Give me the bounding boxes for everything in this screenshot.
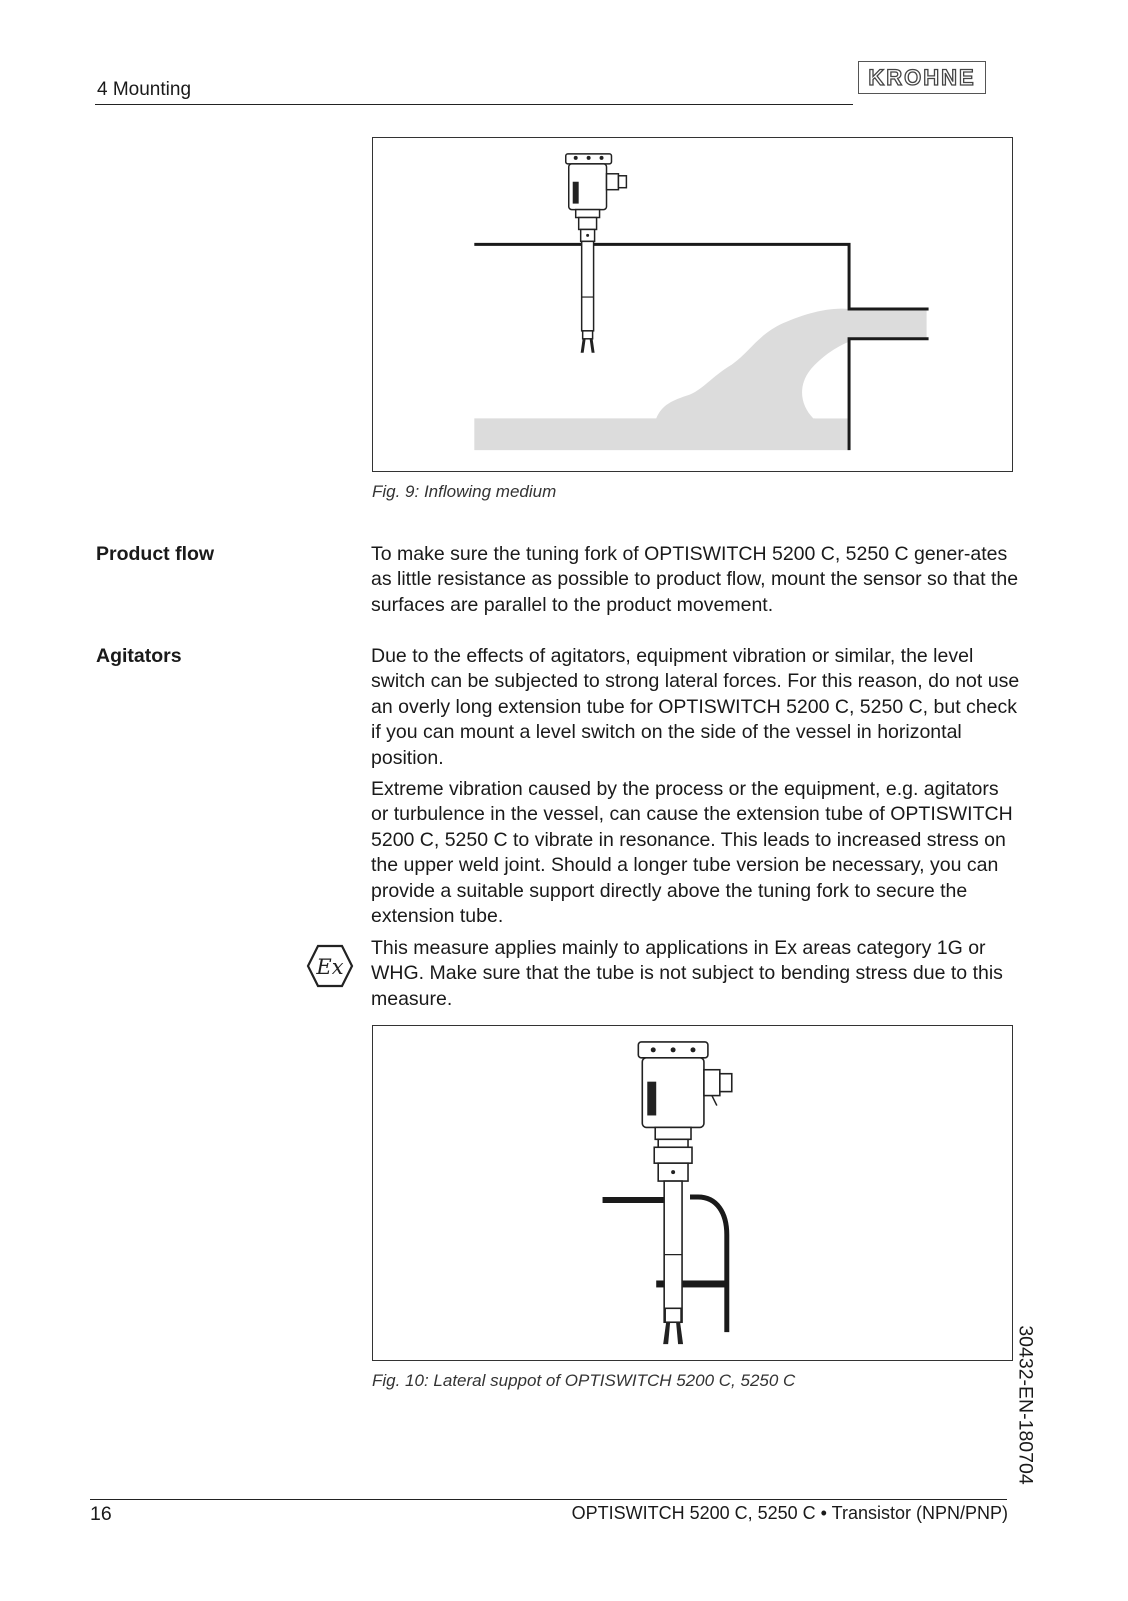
page-number: 16 bbox=[90, 1503, 112, 1525]
product-flow-heading: Product flow bbox=[96, 543, 215, 565]
figure-10-caption: Fig. 10: Lateral suppot of OPTISWITCH 5200 C, 5250 C bbox=[372, 1371, 796, 1390]
footer-rule bbox=[90, 1499, 1007, 1500]
footer-document-title: OPTISWITCH 5200 C, 5250 C • Transistor (NPN/PNP) bbox=[571, 1503, 1008, 1523]
agitators-paragraph-2: Extreme vibration caused by the process or the equipment, e.g. agitators or turbulence in the vessel, can cause the extension tube of OPTISWITCH 5200 C, 5250 C to vibrate in resonance. This leads to increased stress on the upper weld joint. Should a longer tube version be necessary, you can provide a suitable support directly above the tuning fork to secure the extension tube. bbox=[371, 778, 1013, 928]
figure-9-caption: Fig. 9: Inflowing medium bbox=[372, 482, 557, 501]
logo-text: KROHNE bbox=[868, 64, 976, 90]
inflowing-medium-illustration bbox=[373, 138, 1012, 471]
krohne-logo bbox=[858, 61, 986, 94]
document-number bbox=[1010, 1320, 1040, 1490]
svg-text:Ex: Ex bbox=[316, 955, 344, 979]
agitators-paragraph-3: This measure applies mainly to applications in Ex areas category 1G or WHG. Make sure that the tube is not subject to bending stress due to this measure. bbox=[371, 937, 1003, 1010]
lateral-support-illustration bbox=[373, 1026, 1012, 1360]
figure-inflowing-medium bbox=[372, 137, 1013, 472]
section-title: 4 Mounting bbox=[97, 79, 192, 100]
ex-protection-icon bbox=[306, 944, 354, 988]
agitators-heading: Agitators bbox=[96, 645, 182, 667]
figure-lateral-support bbox=[372, 1025, 1013, 1361]
product-flow-text: To make sure the tuning fork of OPTISWITCH 5200 C, 5250 C gener-ates as little resistance as possible to product flow, mount the sensor so that the surfaces are parallel to the product movement. bbox=[371, 543, 1019, 616]
document-number-text: 30432-EN-180704 bbox=[1014, 1325, 1037, 1485]
agitators-paragraph-1: Due to the effects of agitators, equipment vibration or similar, the level switch can be subjected to strong lateral forces. For this reason, do not use an overly long extension tube for OPTISWITCH 5200 C, 5250 C, but check if you can mount a level switch on the side of the vessel in horizontal position. bbox=[371, 645, 1020, 769]
header-rule bbox=[95, 104, 853, 105]
